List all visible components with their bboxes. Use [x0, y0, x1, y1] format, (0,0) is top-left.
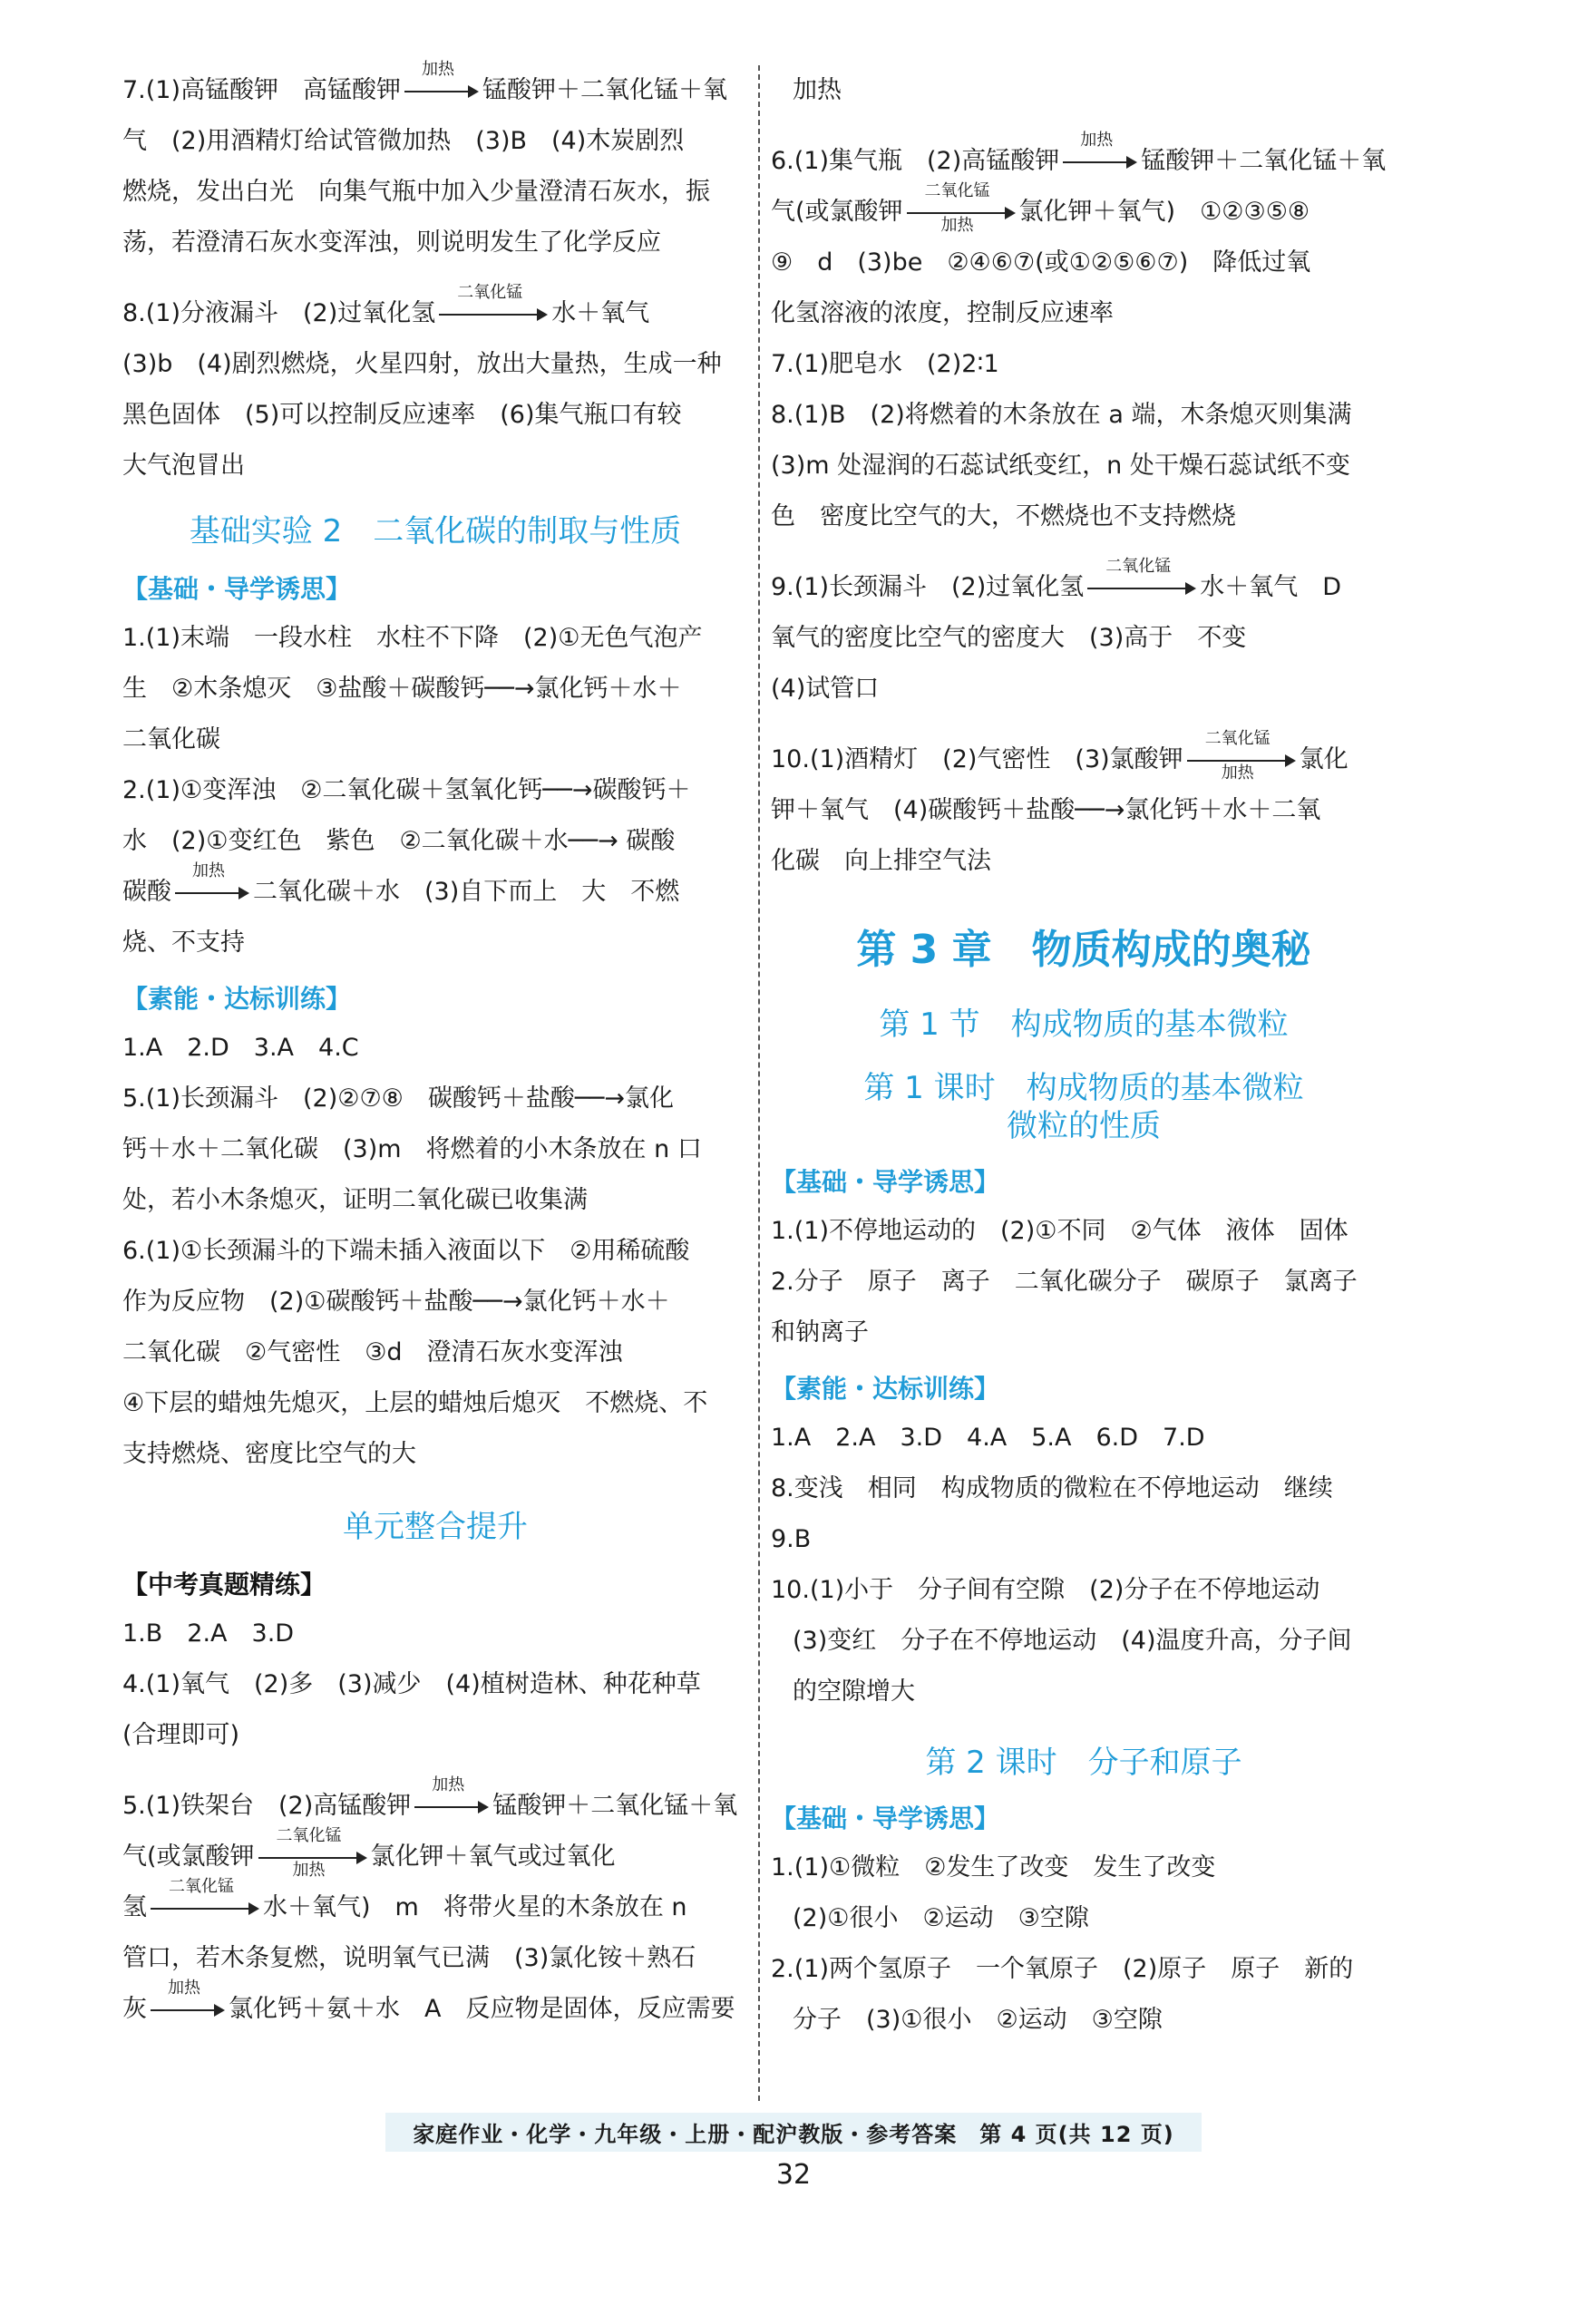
subsection-tag: 【中考真题精练】: [122, 1570, 326, 1600]
answer-skill-5: 5.(1)长颈漏斗 (2)②⑦⑧ 碳酸钙＋盐酸──→氯化 钙＋水＋二氧化碳 (3)m 将燃着的小木条放在 n 口 处，若小木条熄灭，证明二氧化碳已收集满: [122, 1084, 702, 1214]
answer-basic-2: 2.(1)两个氢原子 一个氧原子 (2)原子 原子 新的 分子 (3)①很小 ②运动 ③空隙: [771, 1955, 1354, 2034]
section-title: 基础实验 2 二氧化碳的制取与性质: [189, 513, 682, 549]
continued-text: 加热: [793, 76, 842, 104]
reaction-arrow: 二氧化锰 加热: [907, 202, 1016, 224]
reaction-arrow: 二氧化锰: [1087, 578, 1196, 599]
answer-exam-1-3: 1.B 2.A 3.D: [122, 1619, 295, 1648]
lesson-subtitle: 微粒的性质: [1007, 1108, 1161, 1144]
answer-skill-10: 10.(1)小于 分子间有空隙 (2)分子在不停地运动 (3)变红 分子在不停地运动 (4)温度升高，分子间 的空隙增大: [771, 1576, 1352, 1706]
text: 7.(1)高锰酸钾 高锰酸钾: [122, 76, 402, 104]
reaction-arrow: 加热: [404, 81, 479, 102]
answer-skill-1-4: 1.A 2.D 3.A 4.C: [122, 1034, 359, 1062]
section-title: 第 1 节 构成物质的基本微粒: [879, 1006, 1289, 1043]
reaction-arrow: 加热: [1063, 151, 1137, 173]
answer-exam-4: 4.(1)氧气 (2)多 (3)减少 (4)植树造林、种花种草 (合理即可): [122, 1670, 701, 1749]
section-title: 单元整合提升: [343, 1509, 528, 1545]
left-column: [122, 59, 748, 2035]
reaction-arrow: 二氧化锰: [439, 304, 548, 326]
right-column: [771, 65, 1397, 2046]
answer-6: 6.(1)集气瓶 (2)高锰酸钾 加热 锰酸钾＋二氧化锰＋氧 气(或氯酸钾 二氧化锰 加热 氯化钾＋氧气) ①②③⑤⑧ ⑨ d (3)be ②④⑥⑦(或①②⑤⑥⑦) 降低过氧 化氢溶液的浓度，控制反应速率: [771, 130, 1387, 327]
reaction-arrow: 二氧化锰 加热: [258, 1847, 367, 1869]
answer-basic-1: 1.(1)末端 一段水柱 水柱不下降 (2)①无色气泡产 生 ②木条熄灭 ③盐酸＋碳酸钙──→氯化钙＋水＋ 二氧化碳: [122, 624, 703, 754]
subsection-tag: 【基础・导学诱思】: [771, 1167, 1000, 1197]
lesson-title: 第 1 课时 构成物质的基本微粒: [863, 1070, 1304, 1106]
answer-7: 7.(1)肥皂水 (2)2∶1: [771, 350, 999, 378]
page-footer: [0, 2113, 1587, 2191]
answer-basic-2: 2.分子 原子 离子 二氧化碳分子 碳原子 氯离子 和钠离子: [771, 1268, 1358, 1347]
answer-exam-5: 5.(1)铁架台 (2)高锰酸钾 加热 锰酸钾＋二氧化锰＋氧 气(或氯酸钾 二氧化锰 加热 氯化钾＋氧气或过氧化 氢 二氧化锰 水＋氧气) m 将带火星的木条放在 n 管口，若木条复燃，说明氧气已满 (3)氯化铵＋熟石 灰 加热 氯化钙＋氨＋水 A 反应物是固体，反应需要: [122, 1775, 738, 2023]
answer-9: 9.(1)长颈漏斗 (2)过氧化氢 二氧化锰 水＋氧气 D 氧气的密度比空气的密度大 (3)高于 不变 (4)试管口: [771, 556, 1342, 703]
answer-skill-1-7: 1.A 2.A 3.D 4.A 5.A 6.D 7.D: [771, 1424, 1205, 1452]
reaction-arrow: 加热: [175, 882, 249, 904]
answer-basic-1: 1.(1)①微粒 ②发生了改变 发生了改变 (2)①很小 ②运动 ③空隙: [771, 1853, 1216, 1932]
answer-basic-1: 1.(1)不停地运动的 (2)①不同 ②气体 液体 固体: [771, 1217, 1348, 1245]
chapter-title: 第 3 章 物质构成的奥秘: [856, 927, 1311, 973]
subsection-tag: 【基础・导学诱思】: [771, 1804, 1000, 1833]
reaction-arrow: 二氧化锰 加热: [1187, 750, 1296, 772]
answer-skill-9: 9.B: [771, 1525, 812, 1553]
column-divider: [758, 65, 760, 2101]
subsection-tag: 【素能・达标训练】: [771, 1374, 1000, 1404]
answer-skill-6: 6.(1)①长颈漏斗的下端未插入液面以下 ②用稀硫酸 作为反应物 (2)①碳酸钙＋盐酸──→氯化钙＋水＋ 二氧化碳 ②气密性 ③d 澄清石灰水变浑浊 ④下层的蜡烛先熄灭，上层的蜡烛后熄灭 不燃烧、不 支持燃烧、密度比空气的大: [122, 1237, 708, 1468]
subsection-tag: 【基础・导学诱思】: [122, 574, 352, 604]
answer-8: 8.(1)分液漏斗 (2)过氧化氢 二氧化锰 水＋氧气 (3)b (4)剧烈燃烧，火星四射，放出大量热，生成一种 黑色固体 (5)可以控制反应速率 (6)集气瓶口有较 大气泡冒出: [122, 282, 722, 480]
answer-basic-2: 2.(1)①变浑浊 ②二氧化碳＋氢氧化钙──→碳酸钙＋ 水 (2)①变红色 紫色 ②二氧化碳＋水──→ 碳酸 碳酸 加热 二氧化碳＋水 (3)自下而上 大 不燃 烧、不支持: [122, 776, 691, 957]
answer-10: 10.(1)酒精灯 (2)气密性 (3)氯酸钾 二氧化锰 加热 氯化 钾＋氧气 (4)碳酸钙＋盐酸──→氯化钙＋水＋二氧 化碳 向上排空气法: [771, 728, 1348, 875]
lesson-title: 第 2 课时 分子和原子: [925, 1745, 1242, 1781]
page-number: 32: [775, 2159, 812, 2191]
reaction-arrow: 加热: [414, 1796, 489, 1818]
answer-skill-8: 8.变浅 相同 构成物质的微粒在不停地运动 继续: [771, 1474, 1333, 1502]
footer-banner: 家庭作业・化学・九年级・上册・配沪教版・参考答案 第 4 页(共 12 页): [385, 2113, 1201, 2152]
answer-8: 8.(1)B (2)将燃着的木条放在 a 端，木条熄灭则集满 (3)m 处湿润的石蕊试纸变红，n 处干燥石蕊试纸不变 色 密度比空气的大，不燃烧也不支持燃烧: [771, 401, 1352, 530]
subsection-tag: 【素能・达标训练】: [122, 984, 352, 1014]
answer-7: 7.(1)高锰酸钾 高锰酸钾 加热 锰酸钾＋二氧化锰＋氧 气 (2)用酒精灯给试管微加热 (3)B (4)木炭剧烈 燃烧，发出白光 向集气瓶中加入少量澄清石灰水，振 荡，若澄清石灰水变浑浊，则说明发生了化学反应: [122, 59, 728, 257]
reaction-arrow: 二氧化锰: [151, 1898, 259, 1920]
reaction-arrow: 加热: [151, 1999, 225, 2021]
